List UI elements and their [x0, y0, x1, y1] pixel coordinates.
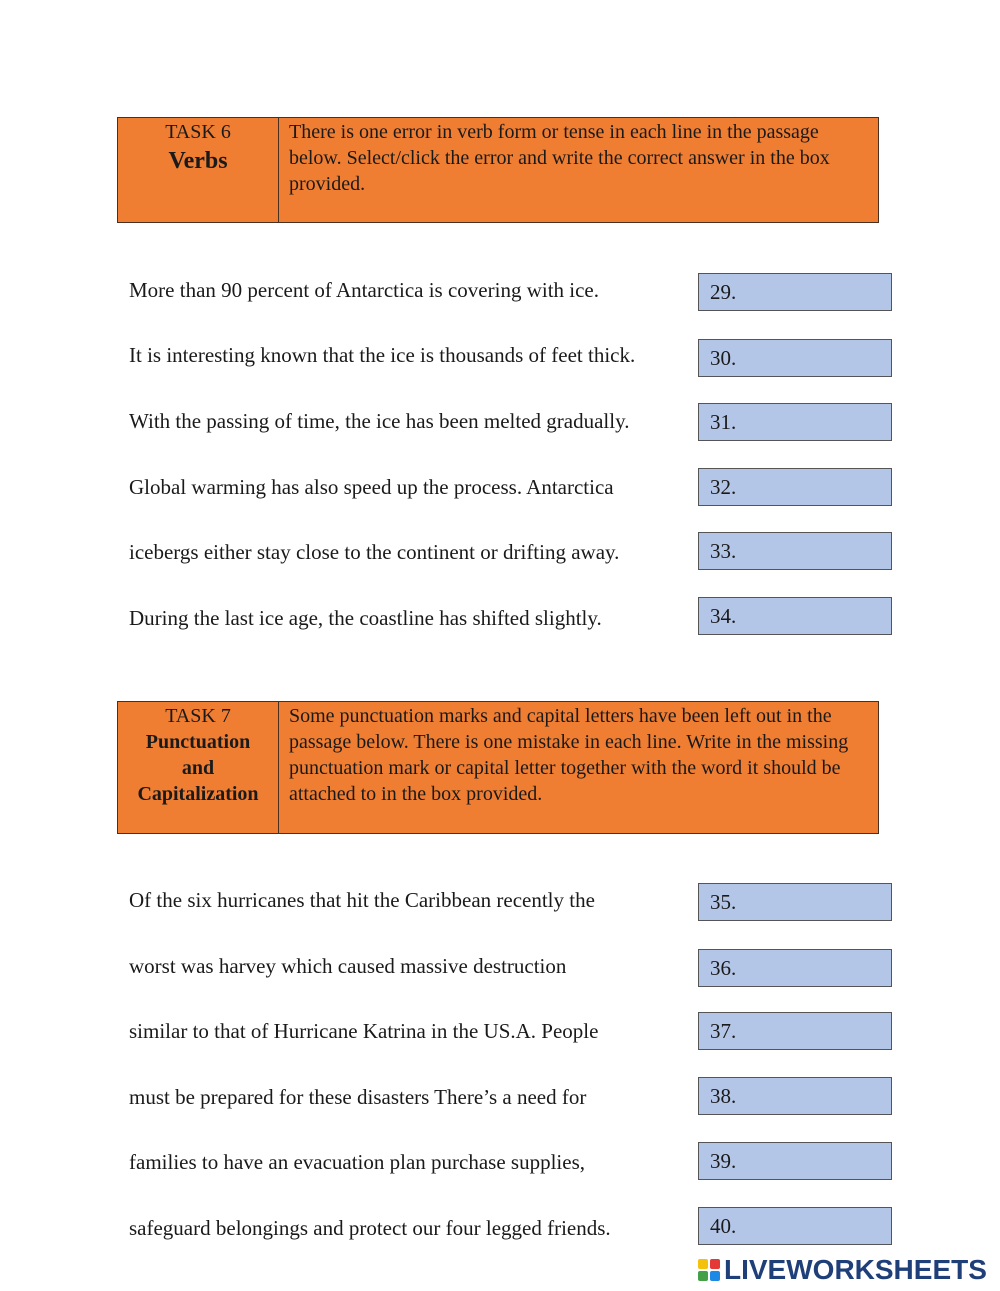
task6-instruction: There is one error in verb form or tense in each line in the passage below. Select/click the error and write the correct answer in the box provided.: [289, 121, 830, 195]
task6-header: [117, 117, 879, 223]
task6-line-3[interactable]: With the passing of time, the ice has been melted gradually.: [129, 409, 630, 433]
task7-line-3: similar to that of Hurricane Katrina in the US.A. People: [129, 1019, 599, 1043]
task7-title-line3: Capitalization: [137, 783, 259, 805]
answer-box-37[interactable]: 37.: [698, 1012, 892, 1050]
logo-text: LIVEWORKSHEETS: [724, 1254, 987, 1285]
answer-box-38[interactable]: 38.: [698, 1077, 892, 1115]
task7-header: [117, 701, 879, 834]
task6-line-2[interactable]: It is interesting known that the ice is thousands of feet thick.: [129, 343, 636, 367]
task6-line-1[interactable]: More than 90 percent of Antarctica is covering with ice.: [129, 278, 599, 302]
task6-line-5[interactable]: icebergs either stay close to the continent or drifting away.: [129, 540, 620, 564]
task7-title-cell: [118, 702, 279, 833]
task6-title: Verbs: [168, 148, 228, 174]
answer-box-34[interactable]: 34.: [698, 597, 892, 635]
task7-title-line1: Punctuation: [145, 731, 251, 753]
answer-box-32[interactable]: 32.: [698, 468, 892, 506]
task7-line-4: must be prepared for these disasters There’s a need for: [129, 1085, 587, 1109]
task6-line-6[interactable]: During the last ice age, the coastline has shifted slightly.: [129, 606, 602, 630]
task7-line-2: worst was harvey which caused massive destruction: [129, 954, 567, 978]
task6-line-4[interactable]: Global warming has also speed up the process. Antarctica: [129, 475, 614, 499]
liveworksheets-logo[interactable]: [698, 1253, 987, 1287]
answer-box-31[interactable]: 31.: [698, 403, 892, 441]
answer-box-36[interactable]: 36.: [698, 949, 892, 987]
answer-box-30[interactable]: 30.: [698, 339, 892, 377]
answer-box-33[interactable]: 33.: [698, 532, 892, 570]
task7-line-1: Of the six hurricanes that hit the Caribbean recently the: [129, 888, 595, 912]
task7-title-line2: and: [181, 757, 215, 779]
task7-label: TASK 7: [165, 705, 231, 727]
task7-line-6: safeguard belongings and protect our four legged friends.: [129, 1216, 611, 1240]
task6-title-cell: [118, 118, 279, 222]
task7-instruction: Some punctuation marks and capital letters have been left out in the passage below. There is one mistake in each line. Write in the missing punctuation mark or capital letter together with the word it should be attached to in the box provided.: [289, 705, 849, 805]
answer-box-40[interactable]: 40.: [698, 1207, 892, 1245]
answer-box-29[interactable]: 29.: [698, 273, 892, 311]
answer-box-35[interactable]: 35.: [698, 883, 892, 921]
task6-label: TASK 6: [165, 121, 231, 143]
answer-box-39[interactable]: 39.: [698, 1142, 892, 1180]
task7-line-5: families to have an evacuation plan purchase supplies,: [129, 1150, 586, 1174]
liveworksheets-logo-icon: [698, 1259, 720, 1281]
